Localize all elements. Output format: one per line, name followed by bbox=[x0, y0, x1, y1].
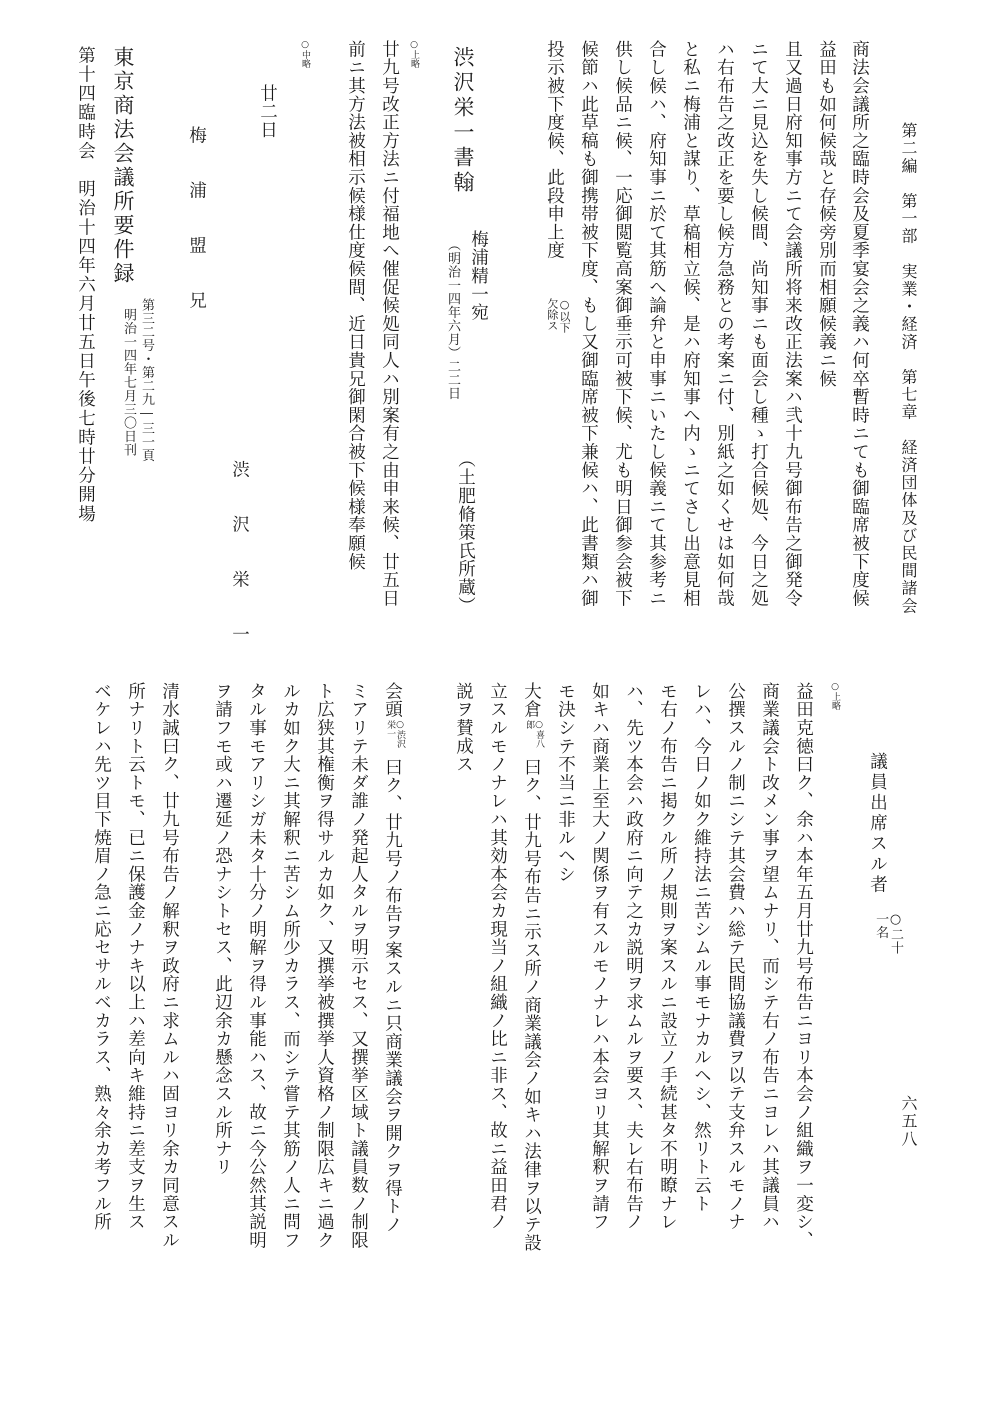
running-header: 第二編 第一部 実業・経済 第七章 経済団体及び民間諸会 bbox=[899, 122, 918, 615]
omission-note: ○以下欠除ス bbox=[545, 298, 571, 333]
omit-mark-above: ○上略 bbox=[409, 40, 419, 68]
lower-line-9: 立スルモノナレハ其効本会カ現当ノ組織ノ比ニ非ス、故ニ益田君ノ bbox=[487, 682, 508, 1231]
page-number: 六五八 bbox=[899, 1095, 918, 1148]
lower-line-12: ト広狭其権衡ヲ得サルカ如ク、又撰挙被撰挙人資格ノ制限広キニ過ク bbox=[314, 682, 335, 1250]
chair-text: 曰ク、廿九号ノ布告ヲ案スルニ只商業議会ヲ開クヲ得トノ bbox=[382, 758, 403, 1234]
source-title: 東京商法会議所要件録 bbox=[111, 46, 135, 286]
upper-line-4: ニて大ニ見込を失し候間、尚知事ニも面会し種ゝ打合候処、今日之処 bbox=[748, 40, 769, 608]
letter-date: （明治一四年六月）二二日 bbox=[444, 238, 460, 400]
lower-line-11: ミアリテ未ダ誰ノ発起人タルヲ明示セス、又撰挙区域ト議員数ノ制限 bbox=[348, 682, 369, 1250]
letter-sender: 渋 沢 栄 一 bbox=[229, 460, 250, 653]
attendance-count: ○二十一名 bbox=[873, 912, 903, 955]
lower-line-8: モ決シテ不当ニ非ルヘシ bbox=[555, 682, 576, 884]
lower-line-14: タル事モアリシガ未タ十分ノ明解ヲ得ル事能ハス、故ニ今公然其説明 bbox=[246, 682, 267, 1250]
okura-text: 曰ク、廿九号布告ニ示ス所ノ商業議会ノ如キハ法律ヲ以テ設 bbox=[521, 758, 542, 1253]
upper-line-2: 益田も如何候哉と存候旁別而相願候義ニ候 bbox=[816, 40, 837, 388]
letter-line-2: 前ニ其方法被相示候様仕度候間、近日貴兄御閑合被下候様奉願候 bbox=[345, 40, 366, 571]
lower-line-1: 益田克徳曰ク、余ハ本年五月廿九号布告ニヨリ本会ノ組織ヲ一変シ、 bbox=[793, 682, 814, 1250]
letter-addressee: 梅 浦 盟 兄 bbox=[186, 126, 207, 319]
upper-line-1: 商法会議所之臨時会及夏季宴会之義ハ何卒暫時ニても御臨席被下度候 bbox=[849, 40, 870, 608]
upper-line-5: ハ右布告之改正を要し候方急務との考案ニ付、別紙之如くせは如何哉 bbox=[714, 40, 735, 608]
letter-date-line: 廿二日 bbox=[257, 84, 278, 139]
lower-line-5: モ右ノ布告ニ掲クル所ノ規則ヲ案スルニ設立ノ手続甚タ不明瞭ナレ bbox=[657, 682, 678, 1231]
attendance-label: 議員出席スル者 bbox=[867, 752, 888, 896]
omit-mark-middle: ○中略 bbox=[300, 40, 310, 68]
upper-line-3: 且又過日府知事方ニて会議所将来改正法案ハ弐十九号御布告之御発令 bbox=[782, 40, 803, 608]
lower-line-13: ルカ如ク大ニ其解釈ニ苦シム所少カラス、而シテ嘗テ其筋ノ人ニ問フ bbox=[280, 682, 301, 1250]
letter-title: 渋沢栄一書翰 bbox=[451, 46, 475, 196]
okura-note: ○喜八郎 bbox=[524, 720, 544, 748]
upper-line-6: と私ニ梅浦と謀り、草稿相立候、是ハ府知事へ内ゝニてさし出意見相 bbox=[680, 40, 701, 608]
chair-name: 会頭 bbox=[382, 682, 403, 719]
lower-line-7: 如キハ商業上至大ノ関係ヲ有スルモノナレハ本会ヨリ其解釈ヲ請フ bbox=[589, 682, 610, 1231]
lower-line-18: ベケレハ先ツ目下焼眉ノ急ニ応セサルベカラス、熟々余カ考フル所 bbox=[91, 682, 112, 1231]
chair-note: ○渋沢栄一 bbox=[385, 720, 405, 748]
lower-line-2: 商業議会ト改メン事ヲ望ムナリ、而シテ右ノ布告ニヨレハ其議員ハ bbox=[759, 682, 780, 1231]
upper-line-10: 投示被下度候、此段申上度 bbox=[544, 40, 565, 260]
lower-line-6: ハ、先ツ本会ハ政府ニ向テ之カ説明ヲ求ムルヲ要ス、夫レ右布告ノ bbox=[623, 682, 644, 1231]
upper-line-9: 候節ハ此草稿も御携帯被下度、もし又御臨席被下兼候ハ、此書類ハ御 bbox=[578, 40, 599, 608]
letter-line-1: 廿九号改正方法ニ付福地へ催促候処同人ハ別案有之由申来候、廿五日 bbox=[379, 40, 400, 608]
lower-line-17: 所ナリト云トモ、已ニ保護金ノナキ以上ハ差向キ維持ニ差支ヲ生ス bbox=[125, 682, 146, 1231]
letter-recipient: 梅浦精一宛 bbox=[468, 230, 489, 322]
lower-line-16: 清水誠曰ク、廿九号布告ノ解釈ヲ政府ニ求ムルハ固ヨリ余カ同意スル bbox=[159, 682, 180, 1250]
source-note-date: 明治一四年七月三〇日刊 bbox=[120, 308, 136, 457]
okura-name: 大倉 bbox=[521, 682, 542, 719]
source-note: 第三二号・第二九―三一頁 bbox=[138, 298, 154, 462]
upper-line-8: 供し候品ニ候、一応御閲覧高案御垂示可被下候、尤も明日御参会被下 bbox=[612, 40, 633, 608]
upper-line-7: 合し候ハ、府知事ニ於て其筋へ論弁と申事ニいたし候義ニて其参考ニ bbox=[646, 40, 667, 608]
lower-line-3: 公撰スルノ制ニシテ其会費ハ総テ民間協議費ヲ以テ支弁スルモノナ bbox=[725, 682, 746, 1231]
lower-line-15: ヲ請フモ或ハ遷延ノ恐ナシトセス、此辺余カ懸念スル所ナリ bbox=[212, 682, 233, 1177]
meeting-line: 第十四臨時会 明治十四年六月廿五日午後七時廿分開場 bbox=[75, 46, 96, 524]
lower-line-10: 説ヲ賛成ス bbox=[453, 682, 474, 774]
letter-source: （土肥脩策氏所蔵） bbox=[455, 450, 476, 615]
omit-mark-lower: ○上略 bbox=[830, 682, 840, 710]
lower-line-4: レハ、今日ノ如ク維持法ニ苦シムル事モナカルヘシ、然リト云ト bbox=[691, 682, 712, 1213]
